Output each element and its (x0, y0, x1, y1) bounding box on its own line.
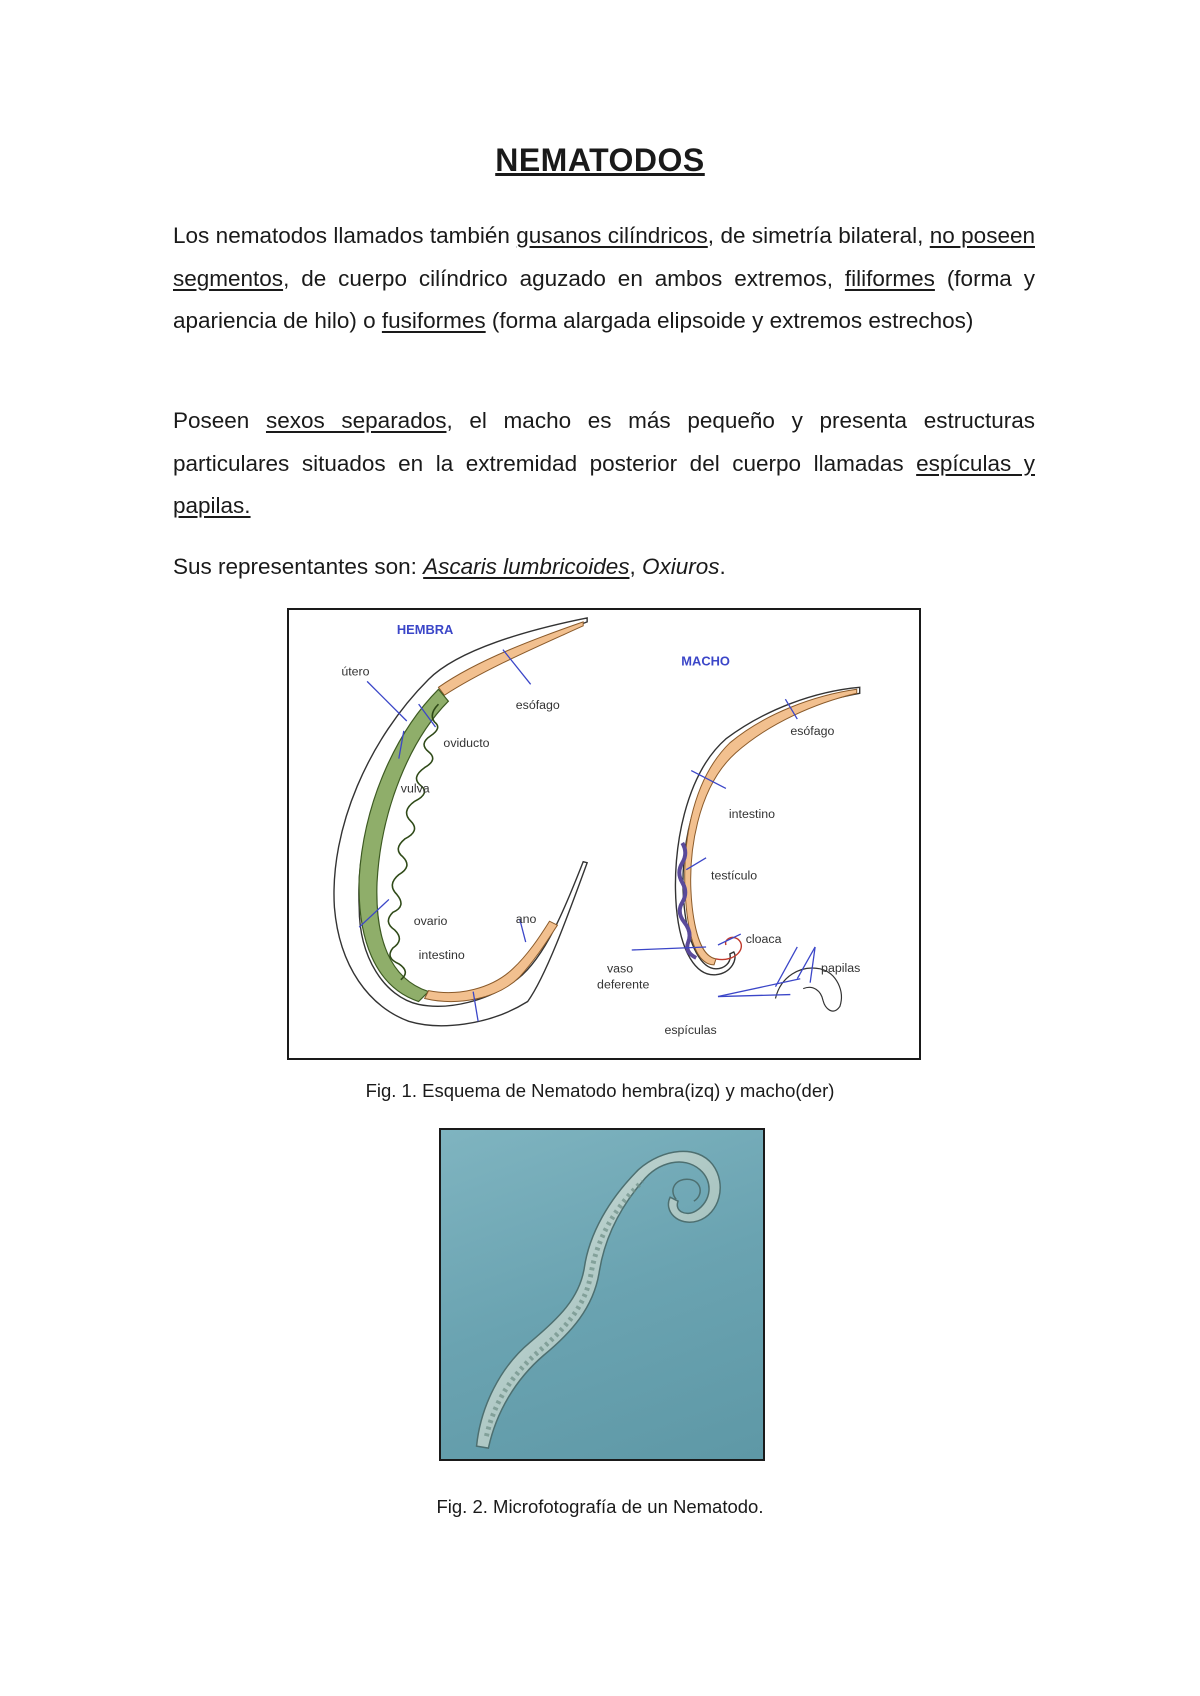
label-esofago-female: esófago (515, 698, 560, 713)
species-name: Oxiuros (641, 554, 720, 579)
label-utero: útero (341, 664, 370, 679)
text: , de cuerpo cilíndrico aguzado en ambos extremos, (283, 265, 845, 291)
figure2-caption: Fig. 2. Microfotografía de un Nematodo. (436, 1496, 764, 1517)
figure-nematode-micrograph (439, 1128, 765, 1461)
female-heading: HEMBRA (396, 621, 454, 637)
male-spicule (716, 937, 741, 959)
label-ano: ano (515, 912, 537, 927)
text: Los nematodos llamados también (173, 223, 517, 248)
male-nematode (597, 654, 860, 1038)
text: (forma y apariencia de hilo) o (173, 265, 1035, 333)
label-ovario: ovario (413, 914, 448, 929)
label-espiculas: espículas (664, 1023, 717, 1038)
label-esofago-male: esófago (790, 723, 835, 738)
page-title: NEMATODOS (495, 142, 705, 178)
species-name: Ascaris lumbricoides (423, 554, 630, 579)
label-intestino-female: intestino (418, 947, 465, 962)
micrograph-svg (441, 1130, 763, 1459)
text: . (719, 554, 726, 579)
female-nematode (334, 618, 587, 1026)
micrograph-worm-body (477, 1151, 721, 1448)
underlined-term: sexos separados (265, 408, 447, 433)
figure-nematode-diagram (287, 608, 921, 1060)
text: (forma alargada elipsoide y extremos estrechos) (485, 308, 974, 333)
figure1-caption: Fig. 1. Esquema de Nematodo hembra(izq) y macho(der) (365, 1080, 835, 1101)
nematode-diagram-svg (289, 610, 919, 1058)
text: Poseen (173, 408, 266, 433)
paragraph-sexes (173, 400, 1035, 528)
underlined-term: gusanos cilíndricos (516, 223, 708, 248)
label-deferente: deferente (597, 977, 650, 992)
label-vaso: vaso (606, 961, 634, 976)
paragraph-representatives (173, 546, 1035, 589)
text: Sus representantes son: (173, 554, 424, 579)
underlined-term: filiformes (844, 265, 935, 291)
label-papilas: papilas (821, 960, 861, 975)
paragraph-description (173, 215, 1035, 343)
text: , de simetría bilateral, (707, 223, 930, 248)
label-testiculo: testículo (711, 868, 758, 883)
label-oviducto: oviducto (443, 735, 490, 750)
male-heading: MACHO (681, 653, 730, 669)
text: , (629, 554, 642, 579)
label-vulva: vulva (400, 781, 430, 796)
underlined-term: espículas y papilas. (173, 450, 1035, 518)
label-cloaca: cloaca (745, 932, 782, 947)
underlined-term: fusiformes (381, 308, 486, 333)
underlined-term: no poseen segmentos (173, 223, 1035, 291)
micrograph-worm-head-coil (673, 1179, 700, 1201)
label-intestino-male: intestino (728, 807, 775, 822)
text: , el macho es más pequeño y presenta estructuras particulares situados en la extremidad posterior del cuerpo llamadas (173, 408, 1035, 476)
